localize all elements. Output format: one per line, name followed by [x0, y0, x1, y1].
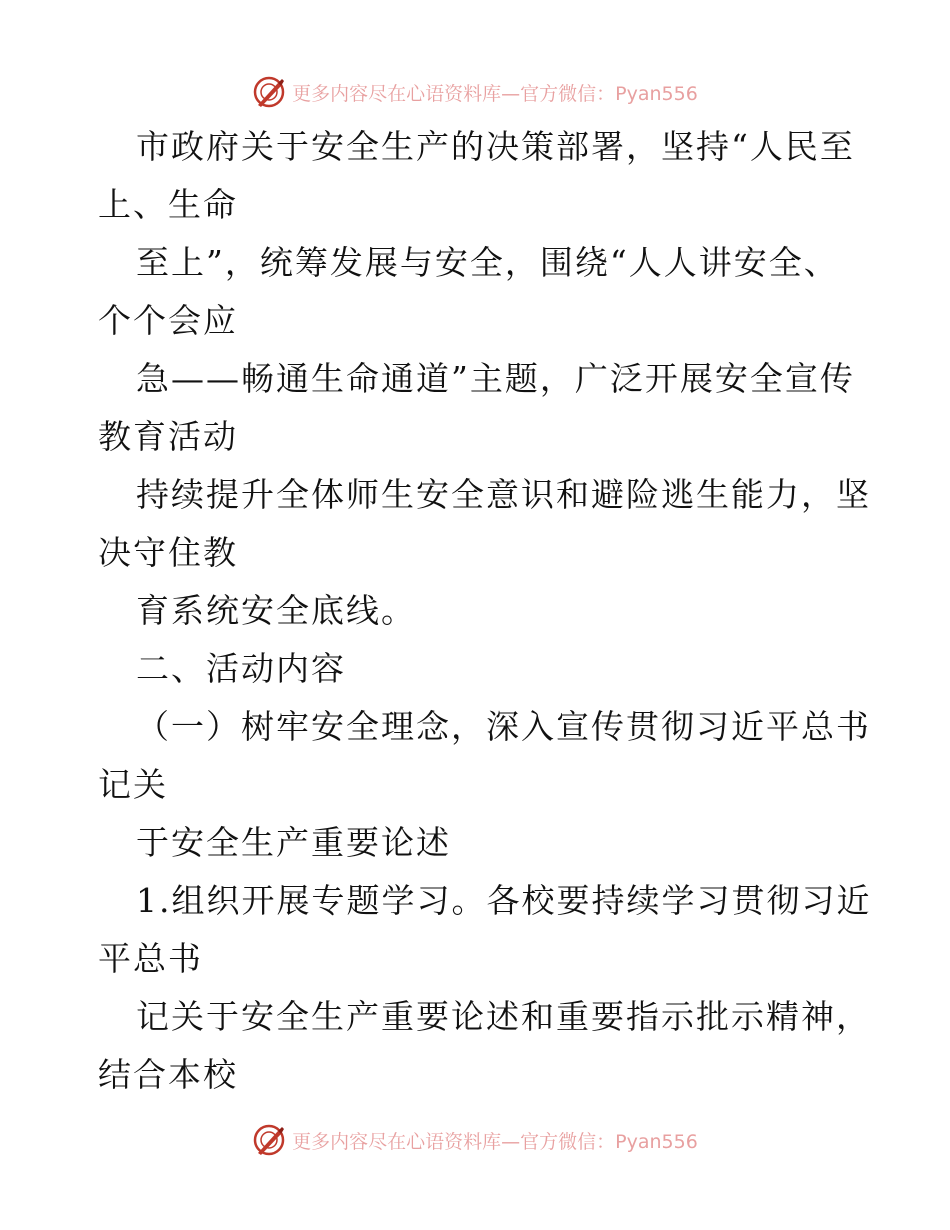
- text-line: 持续提升全体师生安全意识和避险逃生能力，坚: [136, 475, 871, 514]
- text-line: 市政府关于安全生产的决策部署，坚持“人民至: [136, 127, 855, 166]
- pen-logo-icon: [252, 75, 286, 109]
- text-line: 至上”，统筹发展与安全，围绕“人人讲安全、: [136, 243, 839, 282]
- text-line: 教育活动: [98, 417, 238, 456]
- watermark-text: 更多内容尽在心语资料库—官方微信：Pyan556: [292, 1130, 698, 1153]
- header-watermark: [0, 72, 950, 112]
- text-line: （一）树牢安全理念，深入宣传贯彻习近平总书: [136, 707, 871, 746]
- watermark-text: 更多内容尽在心语资料库—官方微信：Pyan556: [292, 82, 698, 105]
- text-line: 1.组织开展专题学习。各校要持续学习贯彻习近: [136, 881, 872, 920]
- text-line: 平总书: [98, 939, 203, 978]
- text-line: 记关于安全生产重要论述和重要指示批示精神，: [136, 997, 871, 1036]
- text-line: 决守住教: [98, 533, 238, 572]
- text-line: 记关: [98, 765, 168, 804]
- text-line: 育系统安全底线。: [136, 591, 416, 630]
- text-line: 结合本校: [98, 1055, 238, 1094]
- text-line: 二、活动内容: [136, 649, 346, 688]
- text-line: 个个会应: [98, 301, 238, 340]
- text-line: 急——畅通生命通道”主题，广泛开展安全宣传: [136, 359, 855, 398]
- document-body: [98, 118, 872, 1104]
- footer-watermark: [0, 1120, 950, 1160]
- pen-logo-icon: [252, 1123, 286, 1157]
- text-line: 于安全生产重要论述: [136, 823, 451, 862]
- text-line: 上、生命: [98, 185, 238, 224]
